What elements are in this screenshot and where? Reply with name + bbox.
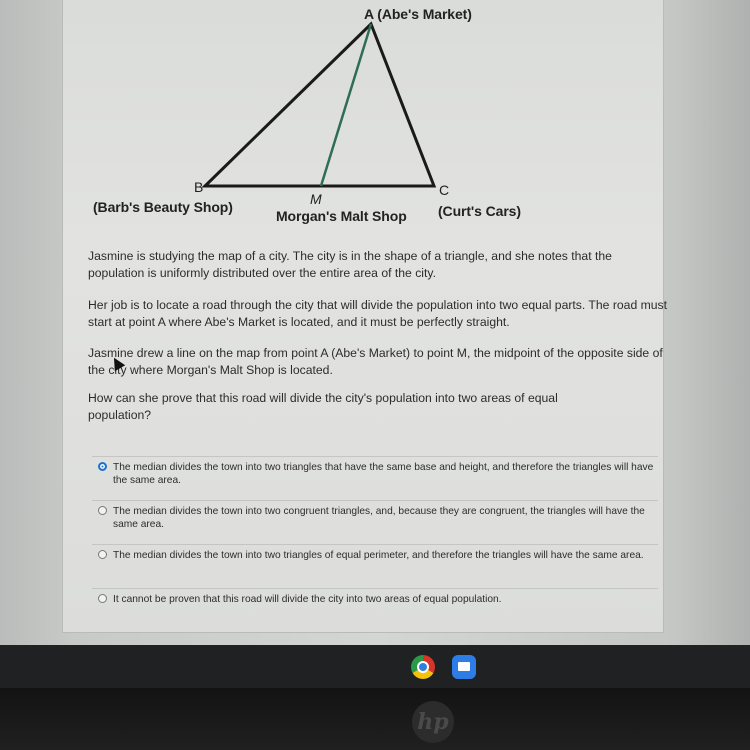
question-paragraph-2: Her job is to locate a road through the city that will divide the population into two equal parts. The road must start at point A where Abe's Market is located, and it must be perfectly straight. (88, 298, 668, 329)
question-prompt: How can she prove that this road will divide the city's population into two areas of equal population? (88, 391, 558, 422)
answer-option-2[interactable] (98, 505, 658, 531)
option-divider (92, 588, 658, 589)
radio-selected-icon[interactable] (98, 462, 107, 471)
laptop-bezel (0, 688, 750, 750)
answer-option-1[interactable] (98, 461, 658, 487)
option-divider (92, 500, 658, 501)
answer-option-text: The median divides the town into two triangles that have the same base and height, and therefore the triangles will have the same area. (113, 462, 654, 486)
files-icon[interactable] (452, 655, 476, 679)
chrome-icon[interactable] (411, 655, 435, 679)
answer-option-text: The median divides the town into two triangles of equal perimeter, and therefore the triangles will have the same area. (113, 550, 644, 561)
question-paragraph-1: Jasmine is studying the map of a city. The city is in the shape of a triangle, and she notes that the population is uniformly distributed over the entire area of the city. (88, 249, 612, 280)
midpoint-m-label: M (310, 191, 322, 207)
city-triangle (205, 24, 434, 186)
radio-unselected-icon[interactable] (98, 594, 107, 603)
answer-option-text: It cannot be proven that this road will divide the city into two areas of equal population. (113, 594, 502, 605)
answer-option-3[interactable] (98, 549, 658, 562)
answer-option-4[interactable] (98, 593, 658, 606)
radio-unselected-icon[interactable] (98, 550, 107, 559)
hp-logo: hp (412, 701, 454, 743)
vertex-c-label: C (439, 182, 450, 198)
vertex-b-label: B (194, 179, 204, 195)
option-divider (92, 544, 658, 545)
radio-unselected-icon[interactable] (98, 506, 107, 515)
option-divider (92, 456, 658, 457)
vertex-b-name: (Barb's Beauty Shop) (93, 199, 233, 215)
question-paragraph-3: Jasmine drew a line on the map from point A (Abe's Market) to point M, the midpoint of the opposite side of the city where Morgan's Malt Shop is located. (88, 346, 663, 377)
answer-option-text: The median divides the town into two congruent triangles, and, because they are congruent, the triangles will have the same area. (113, 506, 645, 530)
midpoint-m-name: Morgan's Malt Shop (276, 208, 407, 224)
vertex-a-label: A (Abe's Market) (364, 6, 472, 22)
taskbar (0, 645, 750, 688)
vertex-c-name: (Curt's Cars) (438, 203, 521, 219)
